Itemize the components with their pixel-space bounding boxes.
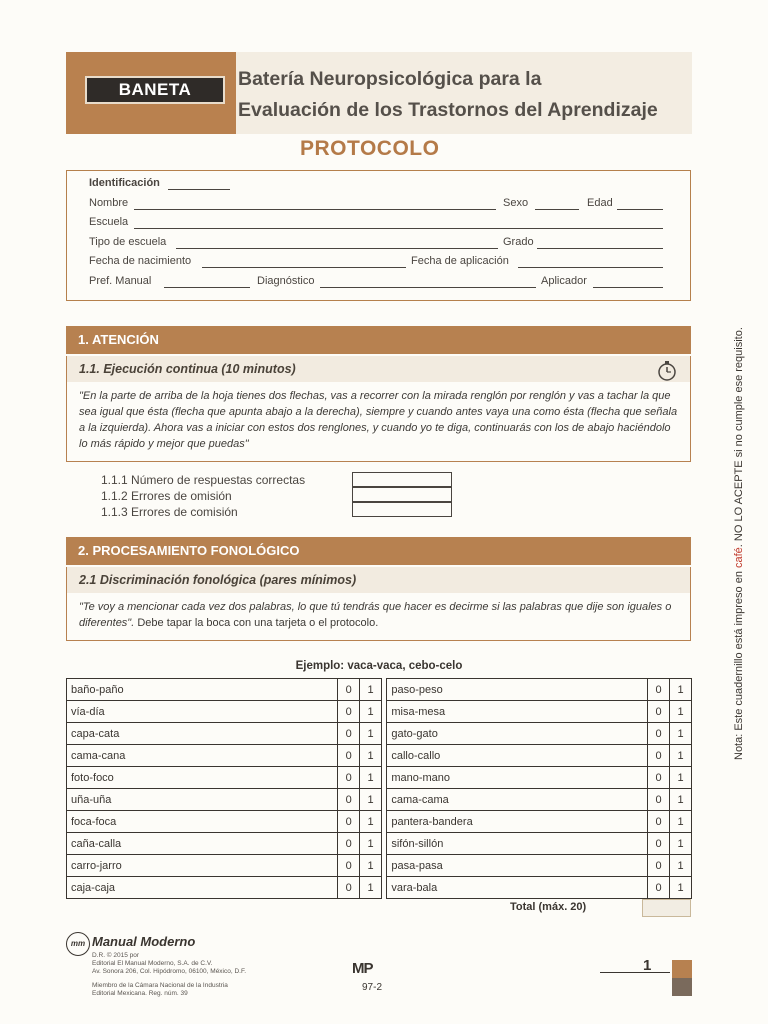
table-row [67,701,692,723]
document-code: 97-2 [362,982,383,993]
tipo-escuela-label: Tipo de escuela [89,236,167,248]
word-left-cell: uña-uña [67,789,338,811]
pref-manual-field[interactable] [164,287,250,288]
fecha-aplicacion-field[interactable] [518,267,663,268]
section-atencion-title: 1. ATENCIÓN [66,326,691,354]
table-row [67,811,692,833]
page-number: 1 [643,957,652,974]
minimal-pairs-table [66,678,692,899]
title-line-1: Batería Neuropsicológica para la [238,68,542,90]
score-zero-cell[interactable]: 0 [648,679,670,701]
legal-line-4: Miembro de la Cámara Nacional de la Industria [92,982,228,989]
score-zero-cell[interactable]: 0 [338,855,360,877]
side-note-b: . NO LO ACEPTE si no cumple ese requisito. [733,327,745,548]
aplicador-label: Aplicador [541,275,587,287]
word-left-cell: carro-jarro [67,855,338,877]
grado-field[interactable] [537,248,663,249]
score-one-cell[interactable]: 1 [360,833,382,855]
escuela-label: Escuela [89,216,129,228]
fonologico-instruction [66,593,691,641]
word-right-cell: paso-peso [387,679,648,701]
item-errores-comision: 1.1.3 Errores de comisión [101,505,238,519]
score-zero-cell[interactable]: 0 [338,701,360,723]
table-row [67,877,692,899]
score-one-cell[interactable]: 1 [670,701,692,723]
word-right-cell: misa-mesa [387,701,648,723]
edad-field[interactable] [617,209,663,210]
table-row [67,855,692,877]
instruction-plain: Debe tapar la boca con una tarjeta o el protocolo. [134,617,379,629]
nombre-field[interactable] [134,209,496,210]
score-zero-cell[interactable]: 0 [648,789,670,811]
diagnostico-label: Diagnóstico [257,275,315,287]
total-label: Total (máx. 20) [510,901,587,913]
score-zero-cell[interactable]: 0 [338,833,360,855]
fecha-aplicacion-label: Fecha de aplicación [411,255,509,267]
score-one-cell[interactable]: 1 [670,811,692,833]
score-zero-cell[interactable]: 0 [338,767,360,789]
score-one-cell[interactable]: 1 [360,789,382,811]
fecha-nacimiento-field[interactable] [202,267,406,268]
table-row [67,833,692,855]
legal-line-5: Editorial Mexicana. Reg. núm. 39 [92,990,188,997]
sexo-field[interactable] [535,209,579,210]
score-zero-cell[interactable]: 0 [648,701,670,723]
score-one-cell[interactable]: 1 [670,789,692,811]
score-one-cell[interactable]: 1 [360,723,382,745]
fecha-nacimiento-label: Fecha de nacimiento [89,255,192,267]
escuela-field[interactable] [134,228,663,229]
section-ejecucion-subtitle: 1.1. Ejecución continua (10 minutos) [66,356,691,382]
score-one-cell[interactable]: 1 [360,745,382,767]
atencion-instruction: "En la parte de arriba de la hoja tienes dos flechas, vas a recorrer con la mirada renglón por renglón y vas a tachar la que sea igual que ésta (flecha que apunta abajo a la derecha), siempre y cuando antes vaya una como ésta (flecha que señala a la izquierda). Ahora vas a iniciar con estos dos renglones, y cuando yo te diga, continuarás con los de abajo haciéndolo lo más rápido y mejor que puedas" [66,382,691,462]
table-row [67,723,692,745]
sexo-label: Sexo [503,197,529,209]
score-one-cell[interactable]: 1 [360,855,382,877]
score-zero-cell[interactable]: 0 [648,811,670,833]
score-zero-cell[interactable]: 0 [338,723,360,745]
score-zero-cell[interactable]: 0 [338,877,360,899]
word-right-cell: callo-callo [387,745,648,767]
pref-manual-label: Pref. Manual [89,275,152,287]
nombre-label: Nombre [89,197,129,209]
identification-heading: Identificación [89,177,160,189]
publisher-logo-icon: mm [66,932,90,956]
score-zero-cell[interactable]: 0 [648,723,670,745]
legal-line-3: Av. Sonora 206, Col. Hipódromo, 06100, México, D.F. [92,968,247,975]
score-one-cell[interactable]: 1 [670,877,692,899]
publisher-name: Manual Moderno [92,934,196,949]
score-one-cell[interactable]: 1 [360,877,382,899]
word-left-cell: capa-cata [67,723,338,745]
side-note [733,327,745,760]
title-line-2: Evaluación de los Trastornos del Aprendizaje [238,99,658,121]
word-left-cell: foto-foco [67,767,338,789]
score-zero-cell[interactable]: 0 [648,745,670,767]
table-row [67,679,692,701]
word-left-cell: cama-cana [67,745,338,767]
word-left-cell: baño-paño [67,679,338,701]
score-box-comision[interactable] [352,502,452,517]
score-one-cell[interactable]: 1 [360,701,382,723]
word-left-cell: caja-caja [67,877,338,899]
score-zero-cell[interactable]: 0 [338,679,360,701]
word-left-cell: caña-calla [67,833,338,855]
item-errores-omision: 1.1.2 Errores de omisión [101,489,232,503]
score-zero-cell[interactable]: 0 [648,855,670,877]
section-fonologico-title: 2. PROCESAMIENTO FONOLÓGICO [66,537,691,565]
word-right-cell: sifón-sillón [387,833,648,855]
aplicador-field[interactable] [593,287,663,288]
score-one-cell[interactable]: 1 [360,679,382,701]
page-tab-dark [672,978,692,996]
score-one-cell[interactable]: 1 [670,745,692,767]
score-zero-cell[interactable]: 0 [338,745,360,767]
brand-label: BANETA [85,76,225,104]
page-rule [600,972,670,973]
score-zero-cell[interactable]: 0 [338,789,360,811]
score-zero-cell[interactable]: 0 [648,877,670,899]
side-note-red: café [733,547,745,568]
score-one-cell[interactable]: 1 [670,855,692,877]
grado-label: Grado [503,236,534,248]
word-right-cell: cama-cama [387,789,648,811]
word-right-cell: gato-gato [387,723,648,745]
score-box-correctas[interactable] [352,472,452,487]
word-right-cell: pantera-bandera [387,811,648,833]
legal-line-1: D.R. © 2015 por [92,952,140,959]
score-box-omision[interactable] [352,487,452,502]
legal-line-2: Editorial El Manual Moderno, S.A. de C.V. [92,960,213,967]
identification-line[interactable] [168,189,230,190]
score-zero-cell[interactable]: 0 [648,767,670,789]
score-one-cell[interactable]: 1 [670,679,692,701]
score-one-cell[interactable]: 1 [670,767,692,789]
table-row [67,789,692,811]
protocol-heading: PROTOCOLO [300,137,440,160]
example-line: Ejemplo: vaca-vaca, cebo-celo [295,660,463,672]
word-right-cell: vara-bala [387,877,648,899]
score-one-cell[interactable]: 1 [670,723,692,745]
word-right-cell: pasa-pasa [387,855,648,877]
table-row [67,767,692,789]
word-left-cell: foca-foca [67,811,338,833]
edad-label: Edad [587,197,613,209]
side-note-a: Nota: Este cuadernillo está impreso en [733,568,745,760]
stopwatch-icon [654,358,680,384]
word-right-cell: mano-mano [387,767,648,789]
score-zero-cell[interactable]: 0 [338,811,360,833]
tipo-escuela-field[interactable] [176,248,498,249]
item-respuestas-correctas: 1.1.1 Número de respuestas correctas [101,473,306,487]
instruction-italic: "Te voy a mencionar cada vez dos palabras, lo que tú tendrás que hacer es decirme si las palabras que dije son iguales o diferentes". [79,601,672,629]
score-one-cell[interactable]: 1 [670,833,692,855]
score-one-cell[interactable]: 1 [360,767,382,789]
score-zero-cell[interactable]: 0 [648,833,670,855]
total-score-box[interactable] [642,899,691,917]
score-one-cell[interactable]: 1 [360,811,382,833]
diagnostico-field[interactable] [320,287,536,288]
table-row [67,745,692,767]
word-left-cell: vía-día [67,701,338,723]
mp-logo-icon: MP [352,960,373,977]
section-discriminacion-subtitle: 2.1 Discriminación fonológica (pares mínimos) [66,567,691,593]
